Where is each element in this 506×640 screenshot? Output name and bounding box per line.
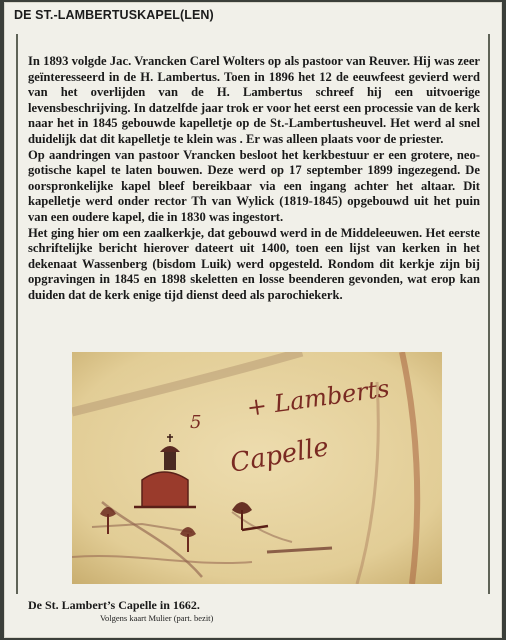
body-text <box>28 54 480 304</box>
map-drawing <box>72 352 442 584</box>
paragraph-2: Op aandringen van pastoor Vrancken besloot het kerkbestuur er een grotere, neo-gotische kapel te laten bouwen. Deze werd op 17 september 1899 ingezegend. De oorspronkelijke kapel bleef bereikbaar via een ingang achter het altaar. Dit kapelletje werd onder rector Th van Wylick (1819-1845) opgebouwd uit het puin van een oudere kapel, die in 1830 was ingestort. <box>28 147 480 224</box>
paragraph-1: In 1893 volgde Jac. Vrancken Carel Wolters op als pastoor van Reuver. Hij was zeer geïnteresseerd in de H. Lambertus. Toen in 1896 het 12 de eeuwfeest gevierd werd van het overlijden van de H. Lambertus schreef hij een uitvoerige levensbeschrijving. In datzelfde jaar trok er voor het eerst een processie van de kerk naar het in 1845 gebouwde kapelletje op de St.-Lambertusheuvel. Het werd al snel duidelijk dat dit kapelletje te klein was . Er was alleen plaats voor de priester. <box>28 54 480 146</box>
image-source-note: Volgens kaart Mulier (part. bezit) <box>100 613 214 623</box>
handwriting-mark: 5 <box>190 412 202 433</box>
historic-map-image <box>72 352 442 584</box>
frame-left-edge <box>16 34 18 594</box>
handwriting-line-2: Capelle <box>228 432 332 479</box>
paragraph-3: Het ging hier om een zaalkerkje, dat gebouwd werd in de Middeleeuwen. Het eerste schriftelijke bericht hierover dateert uit 1400, toen een lijst van kerken in het dekenaat Wassenberg (bisdom Luik) werd opgesteld. Rondom dit kerkje zijn bij opgravingen in 1845 en 1898 skeletten en losse beenderen gevonden, wat erop kan duiden dat de kerk enige tijd dienst deed als parochiekerk. <box>28 225 480 302</box>
page-heading: DE ST.-LAMBERTUSKAPEL(LEN) <box>14 8 214 22</box>
image-caption: De St. Lambert’s Capelle in 1662. <box>28 598 200 612</box>
frame-right-edge <box>488 34 490 594</box>
handwriting-line-1: + Lamberts <box>244 374 392 422</box>
